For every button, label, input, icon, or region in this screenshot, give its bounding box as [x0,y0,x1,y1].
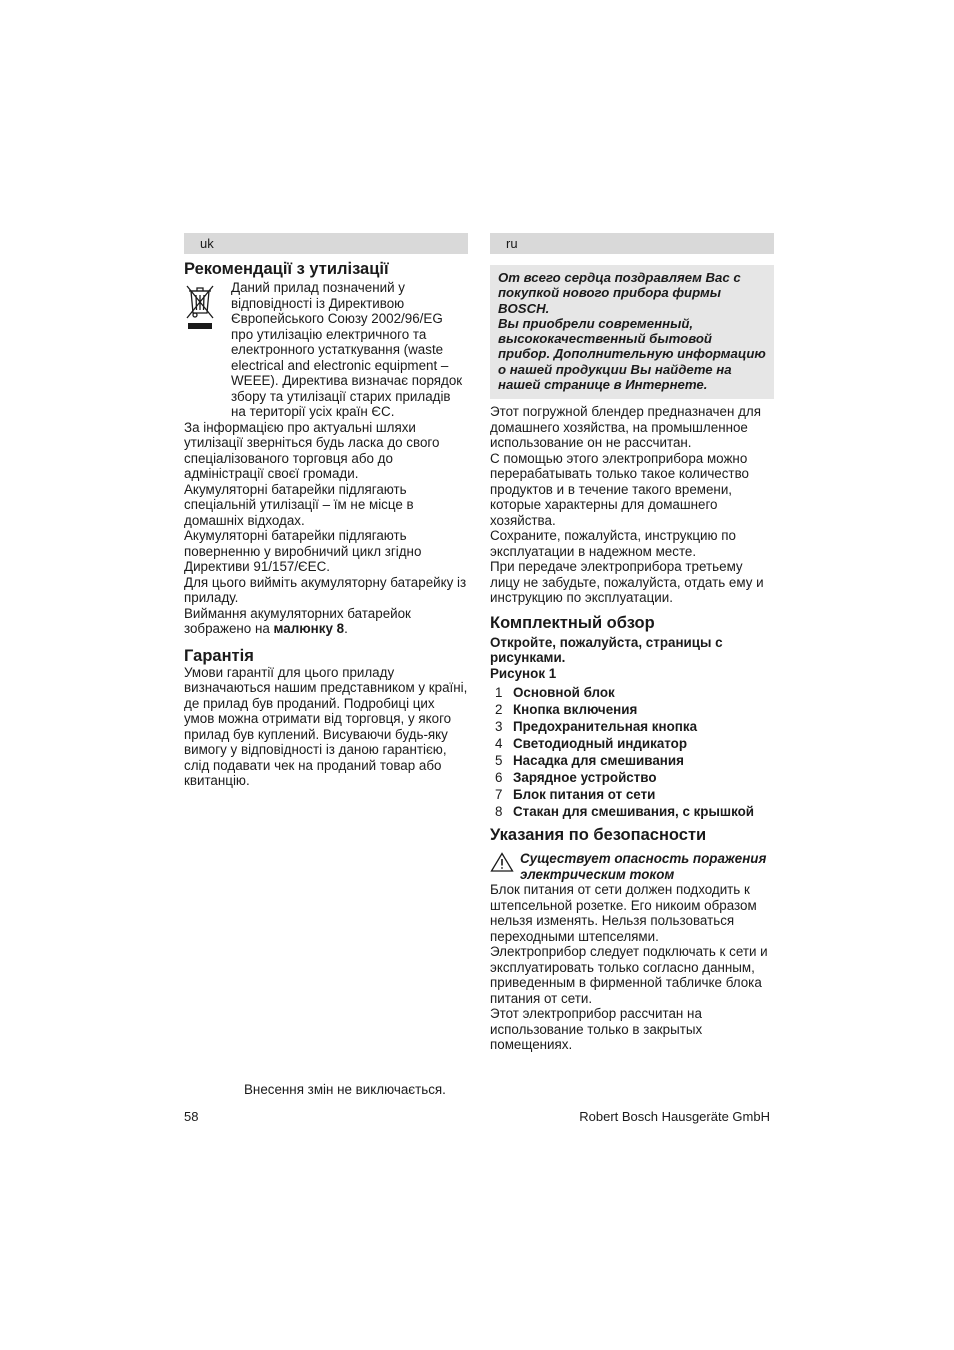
left-paragraph: За інформацією про актуальні шляхи утилізації зверніться будь ласка до свого спеціалізованого торговця або до адміністрації своєї громади. [184,419,440,481]
language-code: uk [200,236,214,251]
disposal-text: Даний прилад позначений у відповідності із Директивою Європейського Союзу 2002/96/EG про утилізацію електричного та електронного устаткування (waste electrical and electronic equipment – WEEE). Директива визначає порядок збору та утилізації старих приладів на території усіх країн ЄС. [231,280,463,419]
warning-text: Существует опасность поражения электрическим током [520,851,767,882]
right-intro-paragraphs [490,404,774,606]
list-item: 8 Стакан для смешивания, с крышкой [495,804,755,820]
intro-box [490,265,774,399]
warning-triangle-icon [490,851,520,882]
left-column [184,233,468,789]
disposal-heading: Рекомендації з утилізації [184,260,389,278]
list-item: 1 Основной блок [495,685,615,701]
language-bar-uk [184,233,468,254]
overview-heading: Комплектный обзор [490,613,655,632]
company-name: Robert Bosch Hausgeräte GmbH [579,1109,770,1124]
safety-paragraph: Блок питания от сети должен подходить к штепсельной розетке. Его никоим образом нельзя изменять. Нельзя пользоваться переходными штепселями. [490,882,757,944]
page-number: 58 [184,1109,199,1124]
language-bar-ru [490,233,774,254]
overview-subheading: Откройте, пожалуйста, страницы с рисунками. [490,634,723,666]
right-paragraph: С помощью этого электроприбора можно перерабатывать только такое количество продуктов и в течение такого времени, которые характерны для домашнего хозяйства. [490,450,749,528]
parts-list [490,684,774,820]
safety-paragraph: Этот электроприбор рассчитан на использование только в закрытых помещениях. [490,1006,703,1053]
list-item: 4 Светодиодный индикатор [495,736,688,752]
list-item: 6 Зарядное устройство [495,770,657,786]
left-paragraph: Для цього вийміть акумуляторну батарейку із приладу. [184,574,467,605]
intro-info: Вы приобрели современный, высококачественный бытовой прибор. Дополнительную информацию о нашей продукции Вы найдете на нашей странице в Интернете. [498,315,766,393]
disposal-block [184,280,468,420]
crossed-out-wheelie-bin-icon [184,280,231,420]
warning-block [490,851,774,882]
right-column [490,233,774,1053]
left-paragraph: Акумуляторні батарейки підлягають спеціальній утилізації – їм не місце в домашніх відходах. [184,481,414,528]
right-paragraph: Этот погружной блендер предназначен для домашнего хозяйства, на промышленное использование он не рассчитан. [490,404,761,451]
warranty-heading: Гарантія [184,646,254,665]
right-paragraph: Сохраните, пожалуйста, инструкцию по эксплуатации в надежном месте. [490,528,736,559]
list-item: 7 Блок питания от сети [495,787,656,803]
safety-heading: Указания по безопасности [490,826,707,845]
figure-reference: малюнку 8 [273,621,345,636]
warranty-text: Умови гарантії для цього приладу визначаються нашим представником у країні, де прилад був проданий. Подробиці цих умов можна отримати від торговця, у якого прилад був куплений. Висуваючи будь-яку вимогу у відповідності із даною гарантією, слід подавати чек на проданий товар або квитанцію. [184,664,468,788]
left-paragraph: Акумуляторні батарейки підлягають поверненню у виробничий цикл згідно Директиви 91/157/ЄЕС. [184,528,422,574]
list-item: 5 Насадка для смешивания [495,753,684,769]
list-item: 2 Кнопка включения [495,702,638,718]
safety-paragraph: Электроприбор следует подключать к сети и эксплуатировать только согласно данным, приведенным в фирменной табличке блока питания от сети. [490,944,768,1006]
battery-removal-text: Виймання акумуляторних батарейок зображено на малюнку 8. [184,605,411,636]
intro-congratulation: От всего сердца поздравляем Вас с покупкой нового прибора фирмы BOSCH. [498,270,741,316]
right-paragraph: При передаче электроприбора третьему лицу не забудьте, пожалуйста, отдать ему и инструкцию по эксплуатации. [490,559,764,606]
changes-note: Внесення змін не виключається. [244,1082,446,1097]
figure-label: Рисунок 1 [490,665,557,681]
list-item: 3 Предохранительная кнопка [495,719,698,735]
language-code: ru [506,236,518,251]
